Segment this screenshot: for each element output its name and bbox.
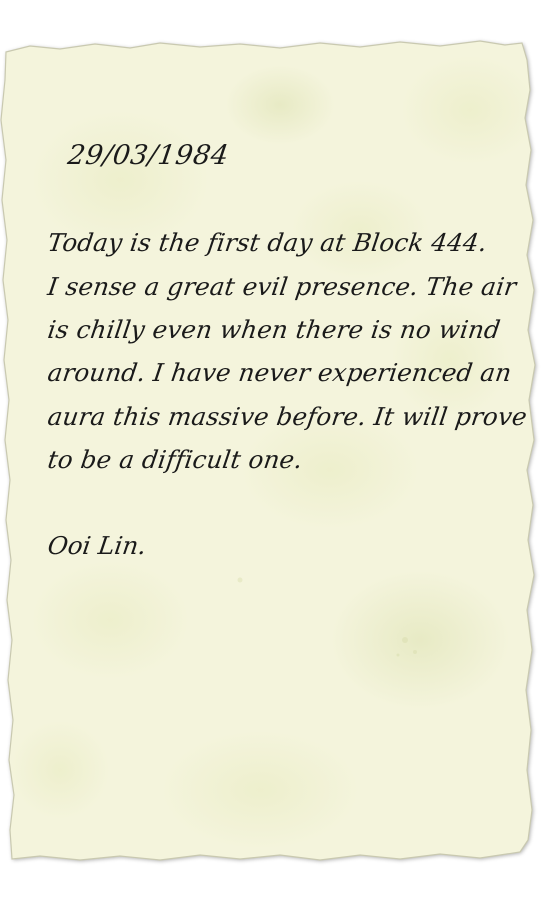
note-line: I sense a great evil presence. The air bbox=[45, 272, 519, 301]
note-line: around. I have never experienced an bbox=[45, 358, 514, 387]
note-line: to be a difficult one. bbox=[45, 445, 305, 474]
note-date: 29/03/1984 bbox=[65, 140, 231, 171]
note-line: Today is the first day at Block 444. bbox=[45, 228, 489, 257]
note-line: is chilly even when there is no wind bbox=[45, 315, 503, 344]
note-line: aura this massive before. It will prove bbox=[45, 402, 529, 431]
note-signature: Ooi Lin. bbox=[45, 531, 149, 560]
